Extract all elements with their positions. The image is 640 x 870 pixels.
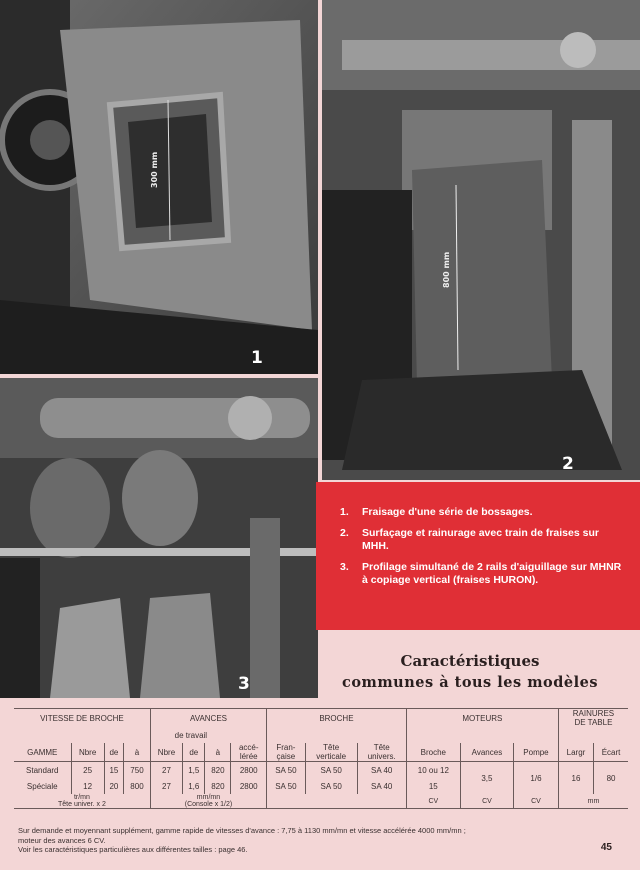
cell-avances-moteur: 3,5 <box>460 762 513 795</box>
header-rainures <box>558 709 628 728</box>
units-vitesse-note: Tête univer. x 2 <box>58 801 106 808</box>
footnote-line-1: Sur demande et moyennant supplément, gamme rapide de vitesses d'avance : 7,75 à 1130 mm/mn et vitesse accélérée 4000 mm/mn ; <box>18 826 466 835</box>
cell-gamme: Standard <box>26 765 59 775</box>
cell-de: 15 <box>104 762 123 779</box>
column-gamme: GAMME <box>14 743 71 762</box>
photo-surfacage <box>322 0 640 480</box>
heading-line-1: Caractéristiques <box>400 652 540 670</box>
cell-broche-moteur: 10 ou 12 <box>406 762 460 779</box>
cell-nbre: 12 <box>71 778 104 794</box>
photo-number-2: 2 <box>562 454 574 474</box>
column-pompe: Pompe <box>514 743 559 762</box>
blank-cell <box>558 727 628 743</box>
section-heading <box>322 652 618 691</box>
column-nbre: Nbre <box>71 743 104 762</box>
caption-number: 2. <box>340 527 349 539</box>
photo-1-image <box>0 0 318 374</box>
column-de2: de <box>183 743 205 762</box>
column-acceleree <box>231 743 267 762</box>
header-de-travail: de travail <box>150 727 231 743</box>
page-number: 45 <box>600 842 612 853</box>
column-tete-verticale-1: Tête <box>323 743 340 752</box>
cell-gamme: Spéciale <box>26 781 58 791</box>
cell-a2: 820 <box>205 762 231 779</box>
cell-acceleree: 2800 <box>231 762 267 779</box>
column-de: de <box>104 743 123 762</box>
caption-list <box>316 482 640 587</box>
blank-cell <box>14 727 150 743</box>
column-broche-moteur: Broche <box>406 743 460 762</box>
blank-cell <box>267 794 407 809</box>
column-tete-universelle-1: Tête <box>373 743 390 752</box>
column-tete-verticale <box>305 743 357 762</box>
header-rainures-line-2: DE TABLE <box>574 718 613 727</box>
column-francaise <box>267 743 306 762</box>
units-vitesse <box>14 794 150 809</box>
heading-line-2: communes à tous les modèles <box>342 674 598 691</box>
units-avances <box>150 794 266 809</box>
cell-largeur: 16 <box>558 762 593 795</box>
column-ecart: Écart <box>594 743 628 762</box>
cell-a2: 820 <box>205 778 231 794</box>
footnote <box>18 826 618 855</box>
cell-a: 800 <box>124 778 151 794</box>
table-row <box>14 762 628 779</box>
column-francaise-1: Fran- <box>276 743 296 752</box>
caption-item <box>340 506 622 519</box>
cell-broche-moteur: 15 <box>406 778 460 794</box>
blank-cell <box>267 727 407 743</box>
cell-tete-universelle: SA 40 <box>357 778 406 794</box>
caption-item <box>340 527 622 553</box>
photo-bossages <box>0 0 318 374</box>
column-tete-universelle-2: univers. <box>367 752 396 761</box>
column-avances-moteur: Avances <box>460 743 513 762</box>
cell-de: 20 <box>104 778 123 794</box>
units-avances-note: (Console x 1/2) <box>184 801 233 808</box>
photo-2-image <box>322 0 640 480</box>
dimension-label-1: 300 mm <box>150 151 159 188</box>
units-avances-moteur: CV <box>460 794 513 809</box>
cell-tete-universelle: SA 40 <box>357 762 406 779</box>
specifications-table <box>14 708 628 809</box>
caption-panel <box>316 482 640 630</box>
units-broche: CV <box>406 794 460 809</box>
cell-pompe: 1/6 <box>514 762 559 795</box>
units-rainures: mm <box>558 794 628 809</box>
column-acceleree-2: lérée <box>239 752 258 761</box>
photo-number-3: 3 <box>238 674 250 694</box>
dimension-label-2: 800 mm <box>442 251 451 288</box>
column-largeur: Largr <box>558 743 593 762</box>
caption-number: 1. <box>340 506 349 518</box>
cell-acceleree: 2800 <box>231 778 267 794</box>
header-moteurs: MOTEURS <box>406 709 558 728</box>
photo-number-1: 1 <box>251 348 263 368</box>
cell-nbre2: 27 <box>150 762 182 779</box>
caption-text: Profilage simultané de 2 rails d'aiguillage sur MHNR à copiage vertical (fraises HURON). <box>362 561 622 586</box>
column-tete-universelle <box>357 743 406 762</box>
units-pompe: CV <box>514 794 559 809</box>
cell-de2: 1,6 <box>183 778 205 794</box>
cell-tete-verticale: SA 50 <box>305 778 357 794</box>
column-nbre2: Nbre <box>150 743 182 762</box>
caption-text: Surfaçage et rainurage avec train de fraises sur MHH. <box>362 527 599 552</box>
blank-cell <box>231 727 267 743</box>
cell-tete-verticale: SA 50 <box>305 762 357 779</box>
footnote-line-3: Voir les caractéristiques particulières aux différentes tailles : page 46. <box>18 845 248 854</box>
column-acceleree-1: accé- <box>238 743 259 752</box>
units-vitesse-value: tr/mn <box>73 794 90 801</box>
cell-francaise: SA 50 <box>267 778 306 794</box>
caption-item <box>340 561 622 587</box>
cell-nbre2: 27 <box>150 778 182 794</box>
header-rainures-line-1: RAINURES <box>572 709 615 718</box>
column-a2: à <box>205 743 231 762</box>
header-vitesse: VITESSE DE BROCHE <box>14 709 150 728</box>
column-francaise-2: çaise <box>276 752 296 761</box>
column-tete-verticale-2: verticale <box>316 752 347 761</box>
units-row <box>14 794 628 809</box>
photo-3-image <box>0 378 318 698</box>
caption-number: 3. <box>340 561 349 573</box>
cell-ecart: 80 <box>594 762 628 795</box>
cell-nbre: 25 <box>71 762 104 779</box>
blank-cell <box>406 727 558 743</box>
caption-text: Fraisage d'une série de bossages. <box>362 506 533 518</box>
cell-francaise: SA 50 <box>267 762 306 779</box>
header-broche: BROCHE <box>267 709 407 728</box>
footnote-line-2: moteur des avances 6 CV. <box>18 835 106 845</box>
cell-a: 750 <box>124 762 151 779</box>
header-avances: AVANCES <box>150 709 266 728</box>
units-avances-value: mm/mn <box>196 794 221 801</box>
photo-profilage <box>0 378 318 698</box>
column-a: à <box>124 743 151 762</box>
cell-de2: 1,5 <box>183 762 205 779</box>
